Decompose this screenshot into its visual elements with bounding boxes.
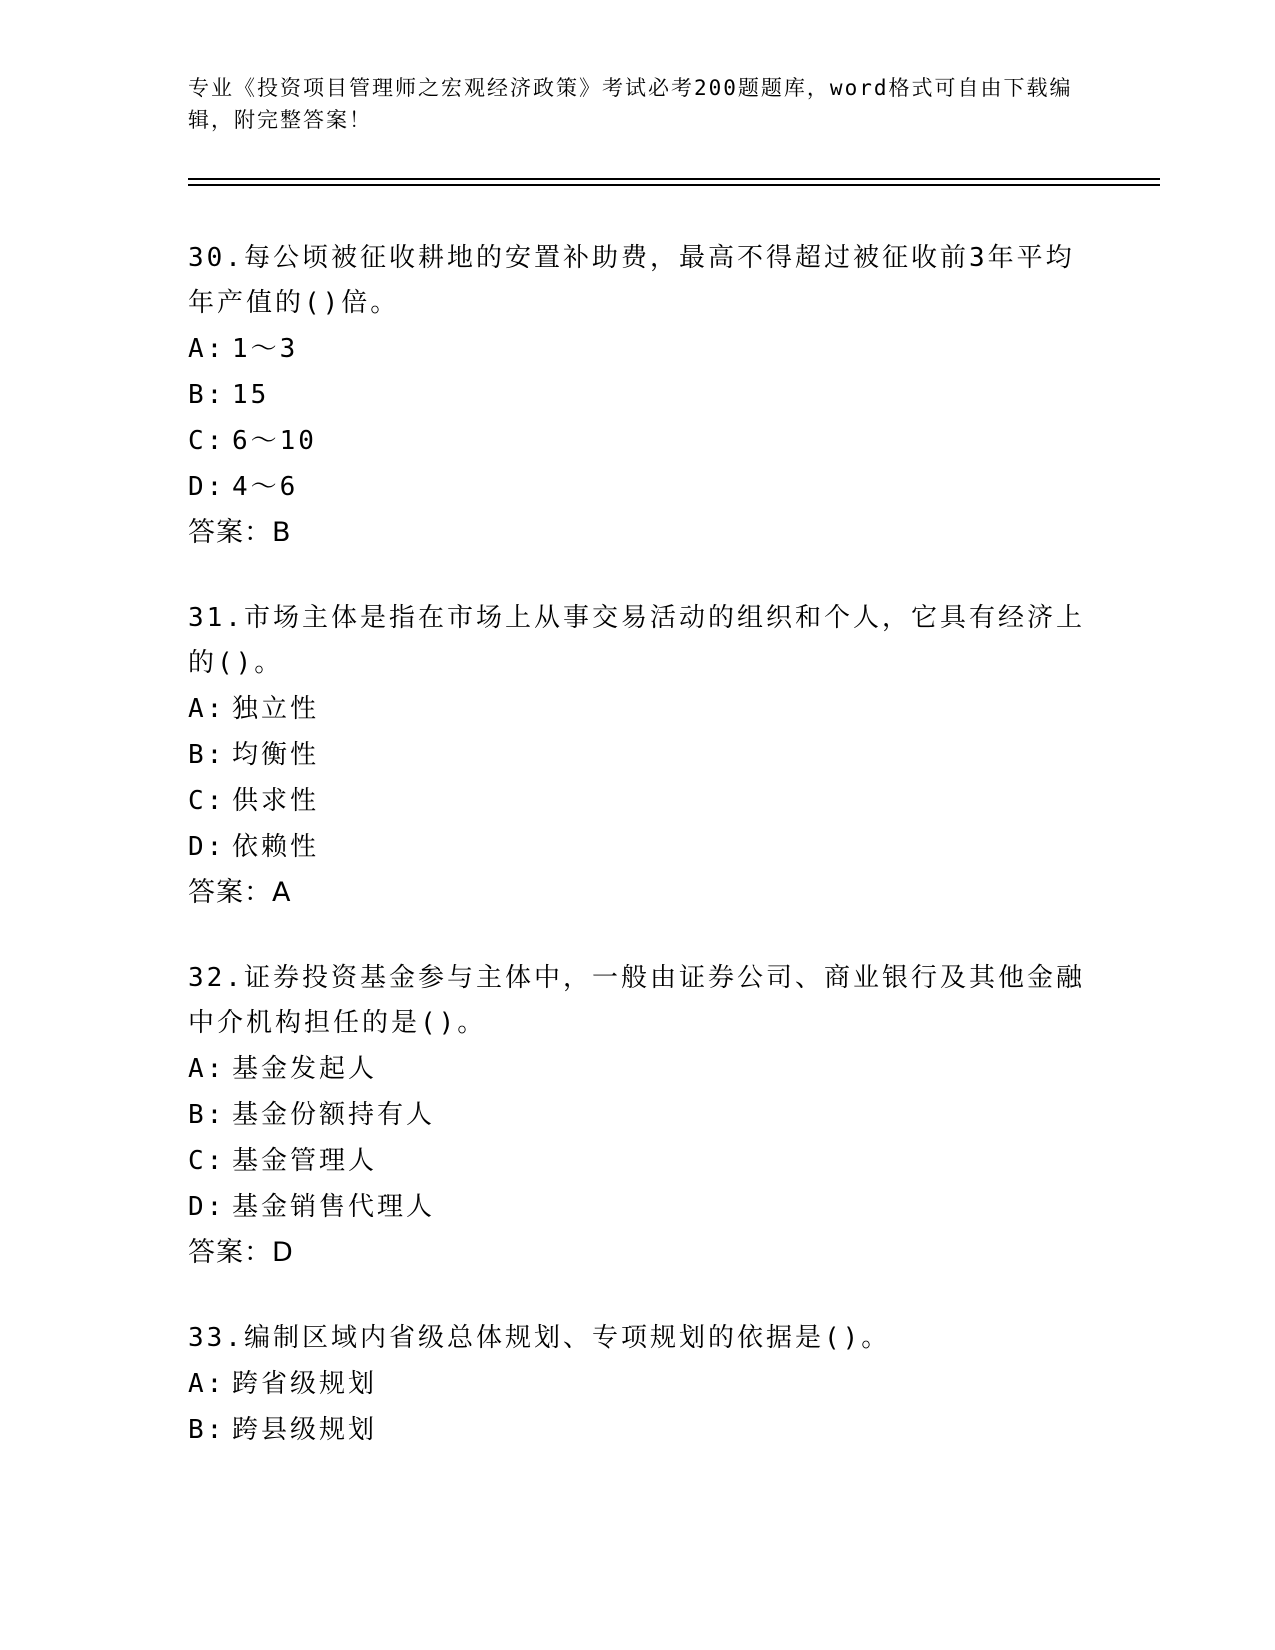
option-text: 6～10	[232, 426, 317, 456]
option-letter: B:	[188, 380, 226, 410]
option-letter: A:	[188, 334, 226, 364]
option-letter: C:	[188, 426, 226, 456]
option-d	[188, 464, 1088, 510]
option-text: 供求性	[232, 786, 320, 816]
answer-line: 答案：D	[188, 1237, 294, 1268]
option-letter: B:	[188, 1415, 226, 1445]
option-text: 均衡性	[232, 740, 320, 770]
header-divider-bottom	[188, 184, 1160, 186]
option-a	[188, 1046, 1088, 1092]
option-a	[188, 326, 1088, 372]
question-30	[188, 236, 1088, 556]
question-stem: 32.证券投资基金参与主体中，一般由证券公司、商业银行及其他金融中介机构担任的是()。	[188, 963, 1085, 1038]
question-33	[188, 1316, 1088, 1453]
option-text: 基金管理人	[232, 1146, 378, 1176]
option-b	[188, 372, 1088, 418]
option-letter: A:	[188, 1369, 226, 1399]
option-letter: A:	[188, 1054, 226, 1084]
option-letter: A:	[188, 694, 226, 724]
option-letter: C:	[188, 1146, 226, 1176]
option-text: 跨县级规划	[232, 1415, 378, 1445]
question-list	[188, 236, 1088, 1493]
option-b	[188, 1407, 1088, 1453]
option-letter: C:	[188, 786, 226, 816]
option-letter: D:	[188, 832, 226, 862]
option-b	[188, 1092, 1088, 1138]
answer-line: 答案：A	[188, 877, 292, 908]
option-text: 基金发起人	[232, 1054, 378, 1084]
option-text: 15	[232, 380, 270, 410]
option-text: 1～3	[232, 334, 299, 364]
question-stem: 30.每公顷被征收耕地的安置补助费，最高不得超过被征收前3年平均年产值的()倍。	[188, 243, 1075, 318]
option-b	[188, 732, 1088, 778]
option-c	[188, 418, 1088, 464]
option-letter: B:	[188, 1100, 226, 1130]
option-a	[188, 686, 1088, 732]
option-text: 跨省级规划	[232, 1369, 378, 1399]
answer-line: 答案：B	[188, 517, 292, 548]
option-d	[188, 1184, 1088, 1230]
option-text: 基金销售代理人	[232, 1192, 436, 1222]
option-d	[188, 824, 1088, 870]
question-stem: 33.编制区域内省级总体规划、专项规划的依据是()。	[188, 1323, 891, 1353]
option-text: 独立性	[232, 694, 320, 724]
document-header: 专业《投资项目管理师之宏观经济政策》考试必考200题题库，word格式可自由下载编辑，附完整答案！	[188, 76, 1073, 132]
option-letter: D:	[188, 1192, 226, 1222]
option-letter: D:	[188, 472, 226, 502]
option-text: 基金份额持有人	[232, 1100, 436, 1130]
option-a	[188, 1361, 1088, 1407]
header-divider-top	[188, 178, 1160, 180]
question-32	[188, 956, 1088, 1276]
option-c	[188, 1138, 1088, 1184]
question-31	[188, 596, 1088, 916]
option-text: 依赖性	[232, 832, 320, 862]
option-letter: B:	[188, 740, 226, 770]
option-text: 4～6	[232, 472, 299, 502]
question-stem: 31.市场主体是指在市场上从事交易活动的组织和个人，它具有经济上的()。	[188, 603, 1085, 678]
option-c	[188, 778, 1088, 824]
